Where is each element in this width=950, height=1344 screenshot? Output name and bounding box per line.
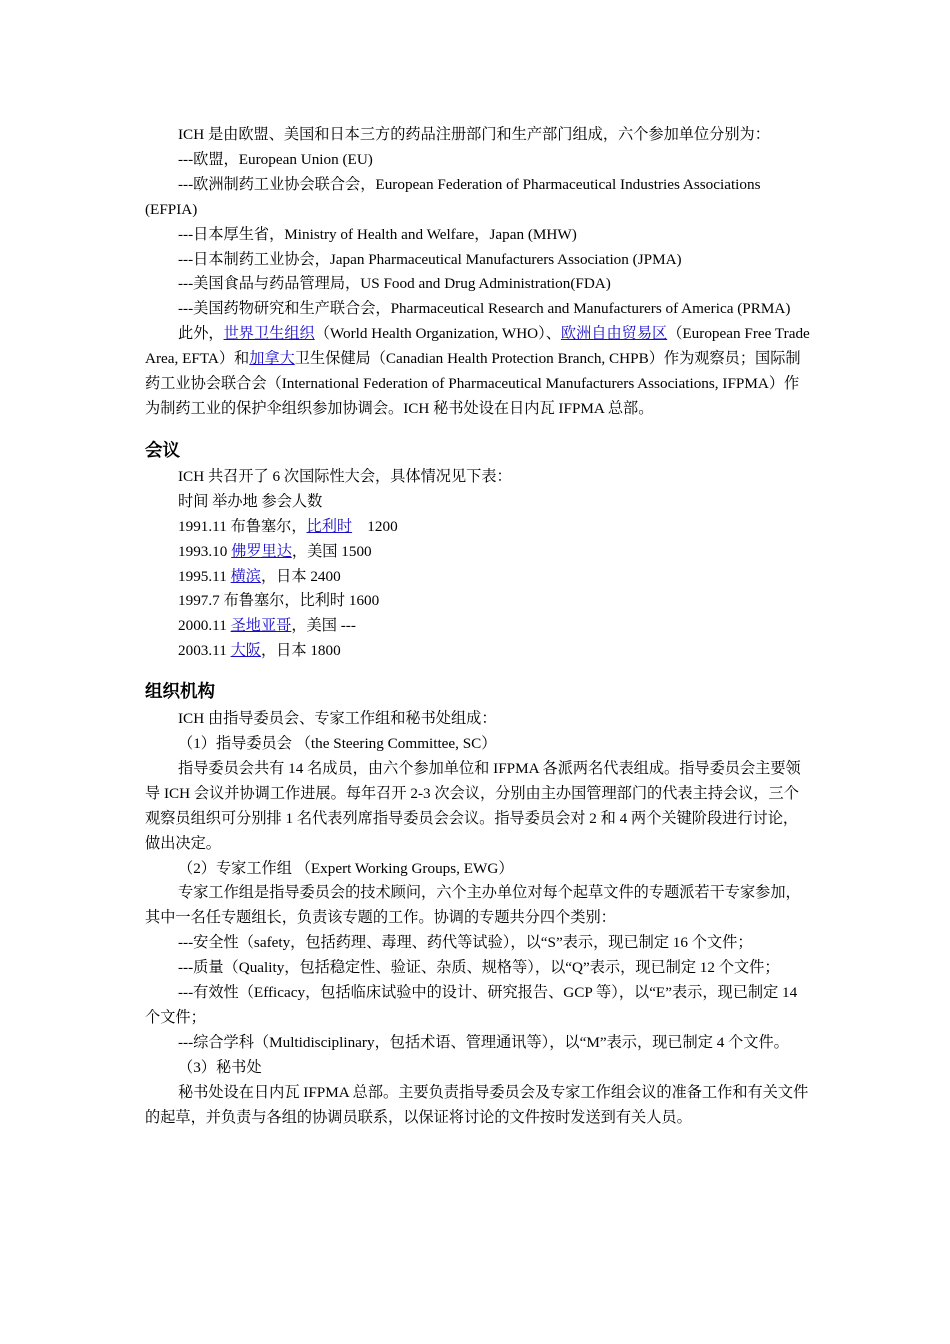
org-sc-desc: 指导委员会共有 14 名成员，由六个参加单位和 IFPMA 各派两名代表组成。指导委员会主要领导 ICH 会议并协调工作进展。每年召开 2-3 次会议，分别由主办国管理部门的代表主持会议，三个观察员组织可分别排 1 名代表列席指导委员会会议。指导委员会对 2 和 4 两个关键阶段进行讨论，做出决定。: [145, 759, 801, 852]
link-florida[interactable]: 佛罗里达: [231, 542, 292, 560]
meeting-row-text: 1200: [352, 517, 398, 535]
document-body: [145, 123, 810, 1131]
org-category-multidisciplinary: ---综合学科（Multidisciplinary，包括术语、管理通讯等），以“M”表示，现已制定 4 个文件。: [178, 1033, 789, 1051]
member-prma: ---美国药物研究和生产联合会，Pharmaceutical Research and Manufacturers of America (PRMA): [178, 300, 791, 318]
meeting-row: [145, 639, 810, 664]
meeting-row: [145, 565, 810, 590]
member-eu: ---欧盟，European Union (EU): [178, 150, 373, 168]
org-ewg-title: （2）专家工作组 （Expert Working Groups, EWG）: [178, 859, 514, 877]
meeting-row: [145, 589, 810, 614]
link-yokohama[interactable]: 横滨: [230, 567, 261, 585]
meetings-table-header: 时间 举办地 参会人数: [178, 492, 323, 510]
meeting-row-text: ，美国 ---: [291, 617, 356, 635]
observers-paragraph: [145, 322, 810, 422]
intro-line: ICH 是由欧盟、美国和日本三方的药品注册部门和生产部门组成，六个参加单位分别为：: [178, 126, 770, 143]
org-secretariat-title: （3）秘书处: [178, 1058, 262, 1076]
org-ewg-desc: 专家工作组是指导委员会的技术顾问，六个主办单位对每个起草文件的专题派若干专家参加，其中一名任专题组长，负责该专题的工作。协调的专题共分四个类别：: [145, 884, 801, 927]
meeting-row-text: 2003.11: [178, 642, 231, 660]
meetings-intro: ICH 共召开了 6 次国际性大会，具体情况见下表：: [178, 467, 512, 485]
observers-text-3: （European Free Trade Area, EFTA）和: [145, 325, 810, 368]
member-efpia: ---欧洲制药工业协会联合会，European Federation of Pharmaceutical Industries Associations (EFPIA): [145, 175, 761, 218]
meeting-row-text: ，美国 1500: [291, 542, 372, 560]
link-osaka[interactable]: 大阪: [230, 642, 261, 660]
observers-text-1: 此外，: [178, 325, 224, 343]
link-belgium[interactable]: 比利时: [306, 517, 353, 535]
meeting-row: [145, 614, 810, 639]
org-category-safety: ---安全性（safety，包括药理、毒理、药代等试验），以“S”表示，现已制定 16 个文件；: [178, 934, 753, 952]
meeting-row: [145, 540, 810, 565]
meeting-row-text: ，日本 1800: [260, 642, 341, 660]
member-mhw: ---日本厚生省，Ministry of Health and Welfare，Japan (MHW): [178, 225, 577, 243]
org-category-efficacy: ---有效性（Efficacy，包括临床试验中的设计、研究报告、GCP 等），以“E”表示，现已制定 14 个文件；: [145, 984, 798, 1026]
meeting-row-text: 2000.11: [178, 617, 231, 635]
meeting-row-text: 1991.11 布鲁塞尔，: [178, 517, 307, 535]
meeting-row-text: 1997.7 布鲁塞尔，比利时 1600: [178, 592, 380, 610]
observers-text-4: 卫生保健局（Canadian Health Protection Branch, CHPB）作为观察员；国际制药工业协会联合会（International Federation of Pharmaceutical Manufacturers Associations, IFPMA）作为制药工业的保护伞组织参加协调会。ICH 秘书处设在日内瓦 IFPMA 总部。: [145, 350, 801, 417]
link-san-diego[interactable]: 圣地亚哥: [230, 617, 292, 635]
org-intro: ICH 由指导委员会、专家工作组和秘书处组成：: [178, 710, 497, 728]
org-secretariat-desc: 秘书处设在日内瓦 IFPMA 总部。主要负责指导委员会及专家工作组会议的准备工作和有关文件的起草，并负责与各组的协调员联系，以保证将讨论的文件按时发送到有关人员。: [145, 1083, 809, 1126]
meeting-row-text: 1993.10: [178, 542, 232, 560]
link-efta[interactable]: 欧洲自由贸易区: [560, 325, 668, 343]
link-who[interactable]: 世界卫生组织: [223, 325, 315, 343]
member-jpma: ---日本制药工业协会，Japan Pharmaceutical Manufacturers Association (JPMA): [178, 250, 682, 268]
meeting-row-text: ，日本 2400: [260, 567, 341, 585]
member-fda: ---美国食品与药品管理局，US Food and Drug Administration(FDA): [178, 275, 611, 293]
observers-text-2: （World Health Organization, WHO）、: [314, 325, 561, 343]
meeting-row-text: 1995.11: [178, 567, 231, 585]
link-canada[interactable]: 加拿大: [249, 350, 295, 368]
meeting-row: [145, 515, 810, 540]
org-category-quality: ---质量（Quality，包括稳定性、验证、杂质、规格等），以“Q”表示，现已制定 12 个文件；: [178, 959, 780, 977]
org-sc-title: （1）指导委员会 （the Steering Committee, SC）: [178, 735, 497, 753]
heading-meetings: 会议: [145, 440, 180, 461]
heading-organization: 组织机构: [145, 682, 215, 703]
